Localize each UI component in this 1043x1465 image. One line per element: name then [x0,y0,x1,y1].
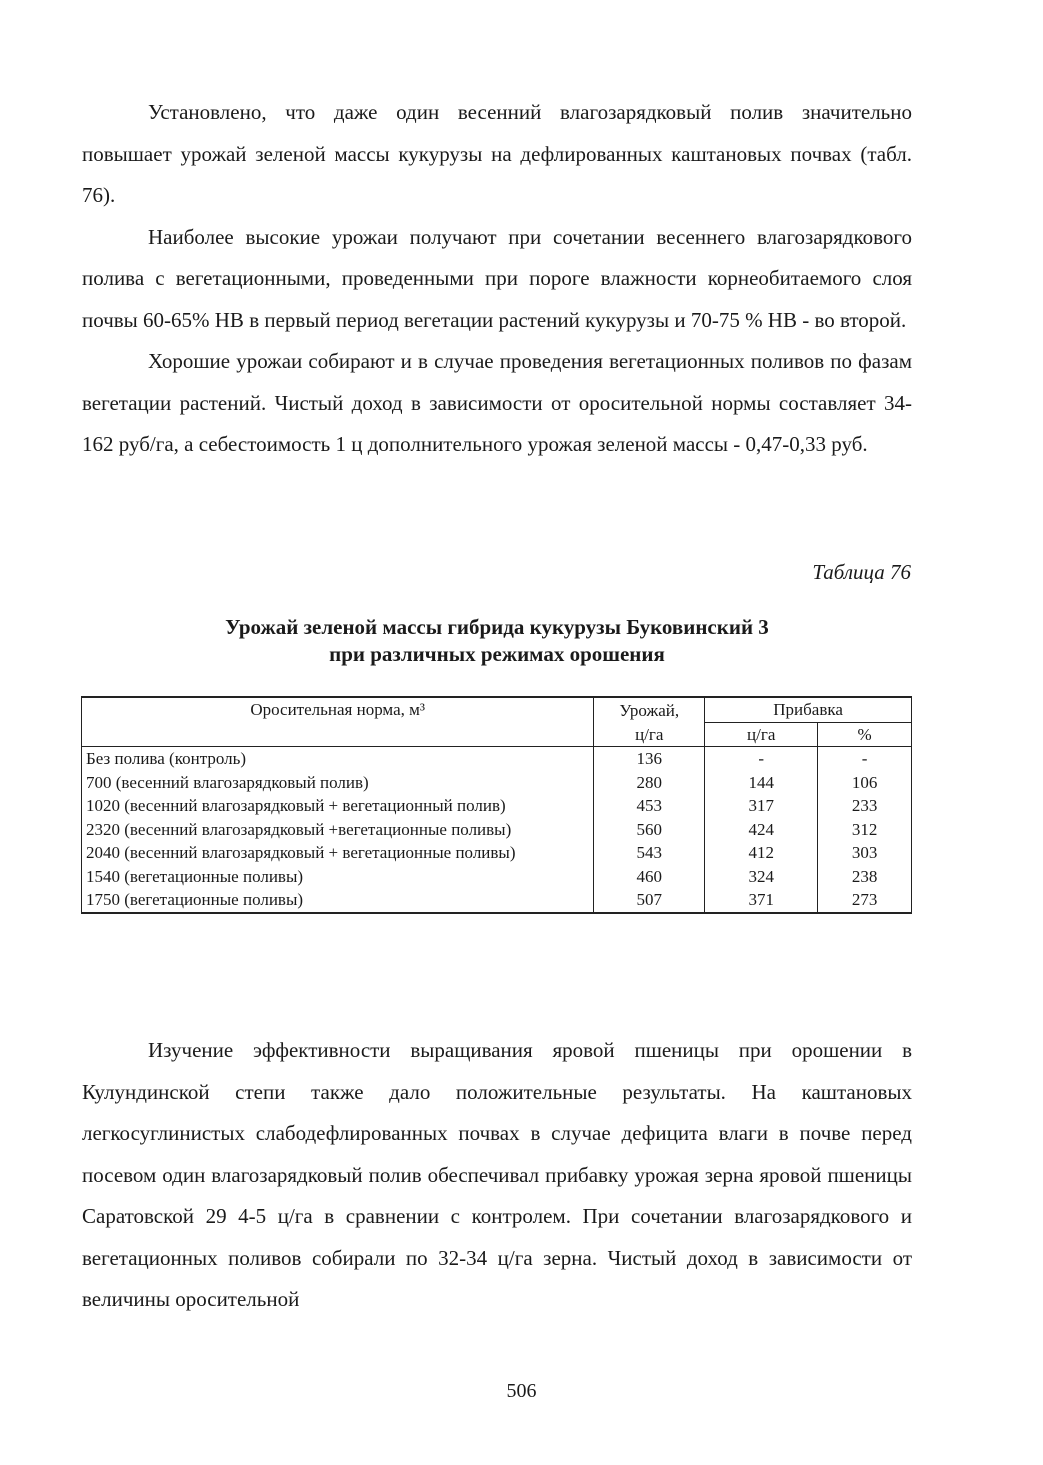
page-number: 506 [506,1380,537,1402]
header-yield-line-2: ц/га [594,722,705,747]
paragraph-4: Изучение эффективности выращивания яровой пшеницы при орошении в Кулундинской степи также дало положительные результаты. На каштановых легкосуглинистых слабодефлированных почвах в случае дефицита влаги в почве перед посевом один влагозарядковый полив обеспечивал прибавку урожая зерна яровой пшеницы Саратовской 29 4-5 ц/га в сравнении с контролем. При сочетании влагозарядкового и вегетационных поливов собирали по 32-34 ц/га зерна. Чистый доход в зависимости от величины оросительной [82,1038,912,1311]
cell-yield: 460 [594,865,705,889]
cell-increase-cga: 144 [705,771,818,795]
header-increase-cga: ц/га [705,722,818,747]
paragraph-1: Установлено, что даже один весенний влагозарядковый полив значительно повышает урожай зеленой массы кукурузы на дефлированных каштановых почвах (табл. 76). [82,100,912,207]
header-yield-line-1: Урожай, [594,697,705,722]
cell-increase-cga: - [705,747,818,771]
cell-norm: 1020 (весенний влагозарядковый + вегетационный полив) [82,794,594,818]
cell-increase-pct: - [818,747,912,771]
table-row [82,888,912,913]
cell-increase-pct: 238 [818,865,912,889]
table-title [82,614,912,668]
cell-yield: 136 [594,747,705,771]
table-title-line-2: при различных режимах орошения [329,642,665,666]
cell-increase-pct: 273 [818,888,912,913]
cell-norm: 2320 (весенний влагозарядковый +вегетационные поливы) [82,818,594,842]
table-row [82,865,912,889]
yield-table [81,696,912,914]
header-increase: Прибавка [705,697,912,722]
paragraph-2: Наиболее высокие урожаи получают при сочетании весеннего влагозарядкового полива с вегетационными, проведенными при пороге влажности корнеобитаемого слоя почвы 60-65% НВ в первый период вегетации растений кукурузы и 70-75 % НВ - во второй. [82,224,912,332]
cell-increase-cga: 371 [705,888,818,913]
cell-yield: 507 [594,888,705,913]
cell-norm: Без полива (контроль) [82,747,594,771]
cell-yield: 453 [594,794,705,818]
cell-norm: 1540 (вегетационные поливы) [82,865,594,889]
cell-yield: 280 [594,771,705,795]
paragraph-3: Хорошие урожаи собирают и в случае проведения вегетационных поливов по фазам вегетации растений. Чистый доход в зависимости от оросительной нормы составляет 34-162 руб/га, а себестоимость 1 ц дополнительного урожая зеленой массы - 0,47-0,33 руб. [82,349,912,456]
cell-norm: 1750 (вегетационные поливы) [82,888,594,913]
table-title-line-1: Урожай зеленой массы гибрида кукурузы Буковинский 3 [225,615,769,639]
bottom-text-block [82,1030,912,1321]
cell-yield: 543 [594,841,705,865]
cell-yield: 560 [594,818,705,842]
table-label: Таблица 76 [812,560,911,584]
table-row [82,841,912,865]
table-row [82,818,912,842]
cell-increase-cga: 324 [705,865,818,889]
cell-norm: 700 (весенний влагозарядковый полив) [82,771,594,795]
table-row [82,794,912,818]
cell-increase-cga: 424 [705,818,818,842]
cell-increase-cga: 412 [705,841,818,865]
header-norm: Оросительная норма, м³ [82,697,594,747]
cell-norm: 2040 (весенний влагозарядковый + вегетационные поливы) [82,841,594,865]
top-text-block [82,92,912,466]
yield-table-wrapper [81,696,912,914]
table-row [82,771,912,795]
cell-increase-pct: 233 [818,794,912,818]
cell-increase-pct: 312 [818,818,912,842]
cell-increase-pct: 106 [818,771,912,795]
header-increase-pct: % [818,722,912,747]
table-row [82,747,912,771]
cell-increase-pct: 303 [818,841,912,865]
cell-increase-cga: 317 [705,794,818,818]
